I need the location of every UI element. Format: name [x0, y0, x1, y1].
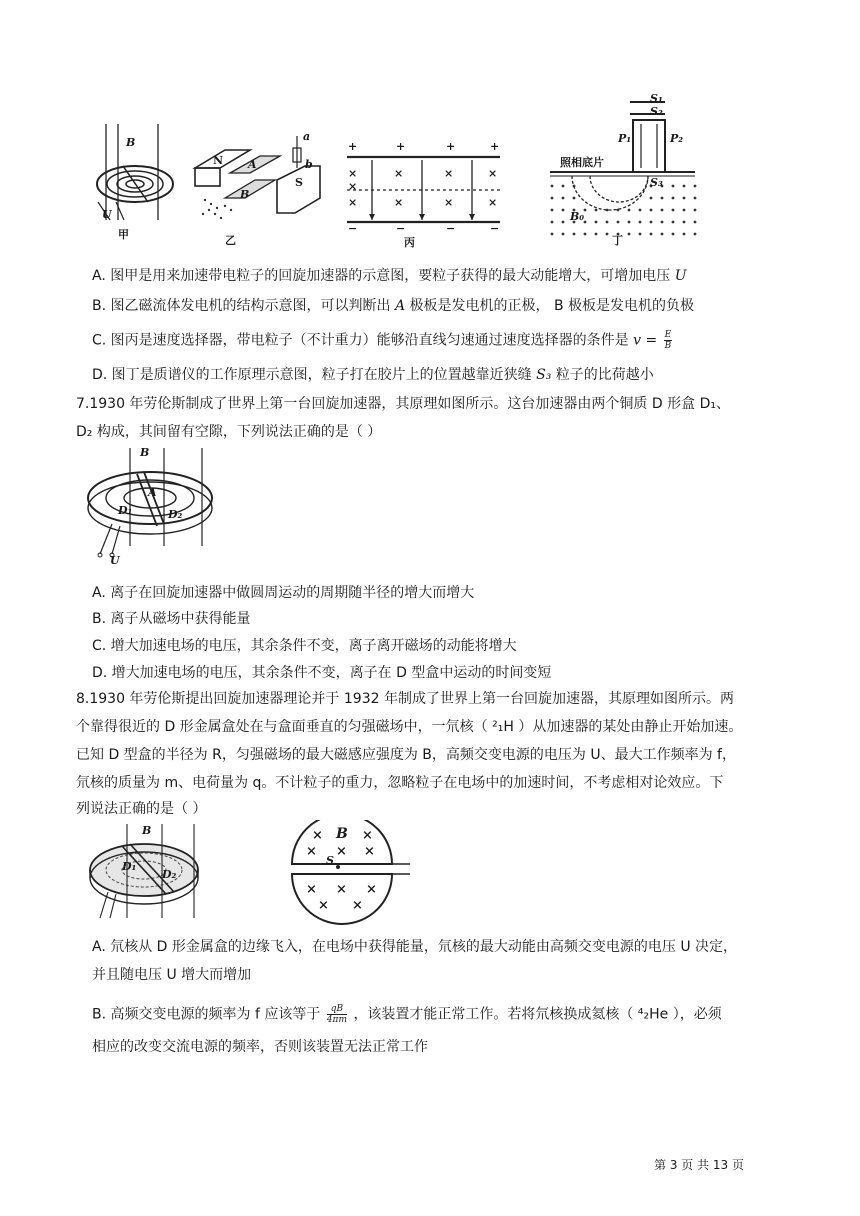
field-dot — [606, 233, 609, 236]
q8-cross-4: × — [336, 844, 347, 859]
field-dot — [639, 233, 642, 236]
q8-cross-3: × — [306, 844, 317, 859]
q6-option-b-var: A — [394, 298, 406, 314]
field-dot — [683, 197, 686, 200]
q6-option-c-text: C. 图丙是速度选择器，带电粒子（不计重力）能够沿直线匀速通过速度选择器的条件是 — [92, 332, 634, 349]
cross-5: × — [348, 180, 358, 193]
cross-2: × — [394, 167, 404, 180]
page-footer: 第 3 页 共 13 页 — [654, 1158, 744, 1172]
field-dot — [639, 221, 642, 224]
field-dot — [573, 233, 576, 236]
q7-label-A: A — [148, 486, 157, 499]
field-dot — [606, 221, 609, 224]
caption-ding: 丁 — [612, 234, 623, 247]
q7-stem-line2: D₂ 构成，其间留有空隙，下列说法正确的是（ ） — [76, 424, 382, 440]
q8-option-b-post: ，该装置才能正常工作。若将氘核换成氦核（ ⁴₂He ），必须 — [353, 1006, 722, 1023]
q7-label-U: U — [110, 554, 120, 567]
q8-cross-6: × — [306, 882, 317, 897]
figure-ding — [530, 92, 700, 252]
velocity-selector-sketch — [342, 140, 507, 252]
cross-1: × — [348, 167, 358, 180]
label-S: S — [295, 176, 303, 189]
field-dot — [661, 197, 664, 200]
q6-option-a — [92, 267, 687, 285]
field-dot — [672, 185, 675, 188]
field-dot — [672, 233, 675, 236]
label-S3: S₃ — [650, 176, 663, 189]
field-dot — [672, 209, 675, 212]
field-dot — [562, 197, 565, 200]
q6-option-d-text: D. 图丁是质谱仪的工作原理示意图，粒子打在胶片上的位置越靠近狭缝 — [92, 367, 537, 383]
q8-left-label-B: B — [142, 824, 152, 837]
figure-yi — [185, 128, 325, 248]
q8-cross-10: × — [352, 898, 363, 913]
label-B0: B₀ — [570, 210, 585, 223]
q6-option-b-tail: 极板是发电机的正极， B 极板是发电机的负极 — [405, 298, 695, 314]
q8-cross-1: × — [312, 828, 323, 843]
label-film: 照相底片 — [560, 156, 604, 169]
field-dot — [595, 233, 598, 236]
cyclotron-sketch-q7 — [82, 446, 222, 568]
fraction-num: qB — [327, 1004, 347, 1015]
q6-option-c-formula-v: v = — [633, 332, 658, 349]
q8-option-b-line2: 相应的改变交流电源的频率，否则该装置无法正常工作 — [92, 1039, 428, 1055]
field-dot — [628, 209, 631, 212]
cross-9: × — [488, 196, 498, 209]
figure-bing — [342, 140, 507, 252]
field-dot — [650, 197, 653, 200]
q7-label-D2: D₂ — [168, 508, 183, 521]
field-dot — [595, 221, 598, 224]
field-dot — [562, 185, 565, 188]
field-dot — [573, 185, 576, 188]
q7-option-b: B. 离子从磁场中获得能量 — [92, 611, 251, 627]
q6-option-d-var: S₃ — [536, 367, 552, 383]
label-B: B — [126, 136, 136, 149]
q8-option-b-line1 — [92, 1004, 722, 1025]
minus-4: − — [490, 222, 500, 235]
q8-right-label-S: S — [326, 854, 334, 867]
q8-cross-9: × — [318, 898, 329, 913]
field-dot — [683, 233, 686, 236]
fraction-num: E — [664, 330, 672, 340]
label-S2: S₂ — [650, 105, 663, 118]
plus-1: + — [348, 140, 358, 153]
q8-left-label-D2: D₂ — [162, 868, 177, 881]
q7-label-B: B — [140, 446, 150, 459]
q6-option-b-text: B. 图乙磁流体发电机的结构示意图，可以判断出 — [92, 298, 395, 314]
caption-yi: 乙 — [225, 234, 236, 247]
q6-option-d — [92, 366, 654, 384]
cross-3: × — [444, 167, 454, 180]
caption-jia: 甲 — [118, 228, 129, 241]
field-dot — [628, 233, 631, 236]
field-dot — [551, 209, 554, 212]
field-dot — [694, 233, 697, 236]
field-dot — [694, 221, 697, 224]
field-dot — [551, 233, 554, 236]
q8-figure-left — [82, 822, 222, 922]
q6-option-c-fraction — [664, 330, 673, 351]
minus-1: − — [348, 222, 358, 235]
field-dot — [617, 209, 620, 212]
field-dot — [584, 233, 587, 236]
q7-option-d: D. 增大加速电场的电压，其余条件不变，离子在 D 型盒中运动的时间变短 — [92, 665, 552, 681]
field-dot — [650, 233, 653, 236]
mass-spectrometer-sketch — [530, 92, 700, 252]
plus-3: + — [446, 140, 456, 153]
q8-left-label-D1: D₁ — [122, 860, 137, 873]
field-dot — [562, 221, 565, 224]
field-dot — [617, 221, 620, 224]
cross-7: × — [394, 196, 404, 209]
q6-option-d-tail: 粒子的比荷越小 — [551, 367, 654, 383]
fraction-den: B — [664, 341, 672, 351]
label-b: b — [305, 158, 313, 171]
label-N: N — [213, 154, 224, 167]
field-dot — [628, 221, 631, 224]
field-dot — [639, 209, 642, 212]
q8-stem-line5: 列说法正确的是（ ） — [76, 801, 207, 817]
q8-stem-line1: 8.1930 年劳伦斯提出回旋加速器理论并于 1932 年制成了世界上第一台回旋加速器，其原理如图所示。两 — [76, 691, 734, 707]
label-A: A — [248, 158, 257, 171]
figure-jia — [88, 122, 178, 247]
q8-option-b-fraction — [327, 1004, 347, 1025]
cross-6: × — [348, 196, 358, 209]
label-P1: P₁ — [618, 132, 632, 145]
q8-cross-2: × — [362, 828, 373, 843]
field-dot — [551, 185, 554, 188]
q8-option-a-line2: 并且随电压 U 增大而增加 — [92, 967, 252, 983]
field-dot — [694, 197, 697, 200]
cross-4: × — [488, 167, 498, 180]
field-dot — [661, 233, 664, 236]
field-dot — [650, 209, 653, 212]
q8-cross-5: × — [364, 844, 375, 859]
q6-option-a-var: U — [674, 268, 687, 284]
label-B-plate: B — [240, 188, 250, 201]
field-dot — [661, 221, 664, 224]
minus-3: − — [446, 222, 456, 235]
q8-cross-7: × — [336, 882, 347, 897]
q8-stem-line4: 氘核的质量为 m、电荷量为 q。不计粒子的重力，忽略粒子在电场中的加速时间，不考虑相对论效应。下 — [76, 775, 724, 791]
label-P2: P₂ — [670, 132, 684, 145]
q7-figure — [82, 446, 222, 568]
field-dot — [573, 197, 576, 200]
q8-option-a-line1: A. 氘核从 D 形金属盒的边缘飞入，在电场中获得能量，氘核的最大动能由高频交变电源的电压 U 决定， — [92, 939, 738, 955]
q7-option-c: C. 增大加速电场的电压，其余条件不变，离子离开磁场的动能将增大 — [92, 638, 517, 654]
q8-stem-line2: 个靠得很近的 D 形金属盒处在与盒面垂直的匀强磁场中，一氘核（ ²₁H ）从加速器的某处由静止开始加速。 — [76, 719, 743, 735]
d-box-perspective — [82, 822, 222, 922]
plus-2: + — [396, 140, 406, 153]
minus-2: − — [396, 222, 406, 235]
field-dot — [562, 209, 565, 212]
q6-option-b — [92, 297, 694, 315]
q8-cross-8: × — [366, 882, 377, 897]
field-dot — [595, 209, 598, 212]
field-dot — [694, 209, 697, 212]
field-dot — [562, 233, 565, 236]
field-dot — [672, 221, 675, 224]
label-U: U — [102, 208, 112, 221]
plus-4: + — [490, 140, 500, 153]
q8-right-label-B: B — [336, 826, 348, 842]
q7-option-a: A. 离子在回旋加速器中做圆周运动的周期随半径的增大而增大 — [92, 585, 475, 601]
field-dot — [683, 221, 686, 224]
field-dot — [672, 197, 675, 200]
mhd-generator-sketch — [185, 128, 325, 248]
field-dot — [683, 209, 686, 212]
field-dot — [551, 197, 554, 200]
field-dot — [694, 185, 697, 188]
label-a: a — [303, 130, 311, 143]
field-dot — [606, 209, 609, 212]
label-S1: S₁ — [650, 92, 663, 105]
field-dot — [650, 221, 653, 224]
caption-bing: 丙 — [404, 236, 415, 249]
fraction-den: 4πm — [326, 1015, 347, 1025]
q8-figure-right — [286, 820, 416, 932]
field-dot — [683, 185, 686, 188]
field-dot — [551, 221, 554, 224]
q8-stem-line3: 已知 D 型盒的半径为 R，匀强磁场的最大磁感应强度为 B，高频交变电源的电压为 U、最大工作频率为 f， — [76, 747, 736, 763]
q7-stem-line1: 7.1930 年劳伦斯制成了世界上第一台回旋加速器，其原理如图所示。这台加速器由两个铜质 D 形盒 D₁、 — [76, 396, 730, 412]
q6-option-c — [92, 330, 672, 351]
field-dot — [661, 209, 664, 212]
q6-option-a-text: A. 图甲是用来加速带电粒子的回旋加速器的示意图，要粒子获得的最大动能增大，可增加电压 — [92, 268, 675, 284]
q7-label-D1: D₁ — [118, 504, 133, 517]
q8-option-b-pre: B. 高频交变电源的频率为 f 应该等于 — [92, 1006, 325, 1023]
cross-8: × — [444, 196, 454, 209]
d-box-top-view — [286, 820, 416, 932]
